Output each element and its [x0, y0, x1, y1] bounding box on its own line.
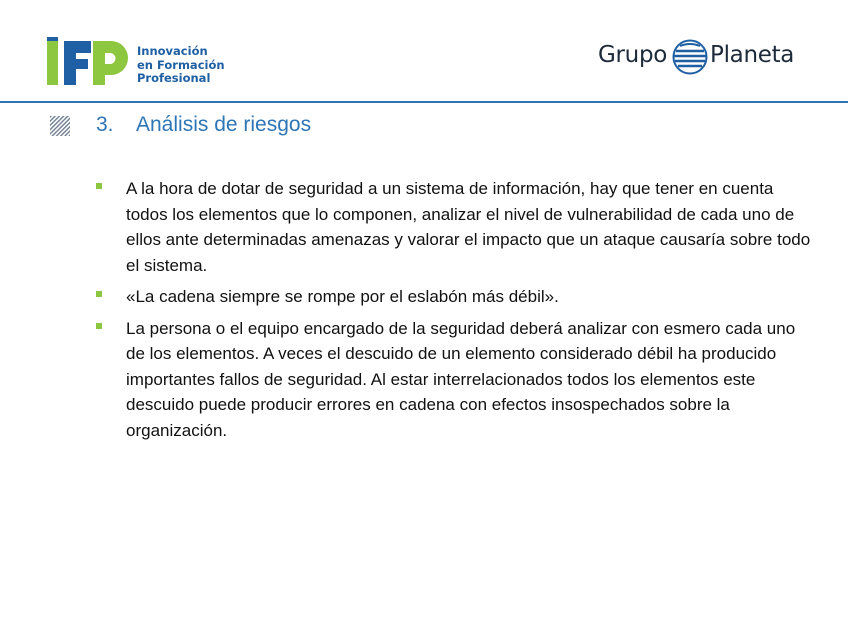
header-divider	[0, 101, 848, 103]
grupo-planeta-logo	[596, 38, 801, 80]
bullet-square-icon	[96, 323, 102, 329]
bullet-square-icon	[96, 291, 102, 297]
bullet-text: «La cadena siempre se rompe por el eslabón más débil».	[126, 287, 559, 306]
list-item	[96, 284, 816, 310]
bullet-text: La persona o el equipo encargado de la seguridad deberá analizar con esmero cada uno de los elementos. A veces el descuido de un elemento considerado débil ha producido importantes fallos de seguridad. Al estar interrelacionados todos los elementos este descuido puede producir errores en cadena con efectos insospechados sobre la organización.	[126, 318, 796, 440]
logo-word-grupo: Grupo	[598, 42, 668, 68]
ifp-logo	[47, 37, 237, 93]
logo-word-planeta: Planeta	[710, 42, 795, 68]
list-item	[96, 176, 816, 278]
ifp-logo-line: en Formación	[137, 57, 225, 72]
bullet-list	[96, 176, 816, 449]
ifp-logo-text	[137, 45, 225, 86]
list-item	[96, 316, 816, 444]
page-title: Análisis de riesgos	[136, 113, 312, 136]
ifp-logo-line: Innovación	[137, 44, 208, 58]
bullet-text: A la hora de dotar de seguridad a un sistema de información, hay que tener en cuenta todos los elementos que lo componen, analizar el nivel de vulnerabilidad de cada uno de ellos ante determinadas amenazas y valorar el impacto que un ataque causaría sobre todo el sistema.	[126, 179, 811, 275]
hatched-square-icon	[50, 116, 70, 136]
bullet-square-icon	[96, 183, 102, 189]
ifp-logo-mark	[47, 37, 131, 89]
globe-icon	[672, 39, 708, 75]
ifp-logo-line: Profesional	[137, 71, 211, 85]
section-number: 3.	[96, 113, 114, 136]
